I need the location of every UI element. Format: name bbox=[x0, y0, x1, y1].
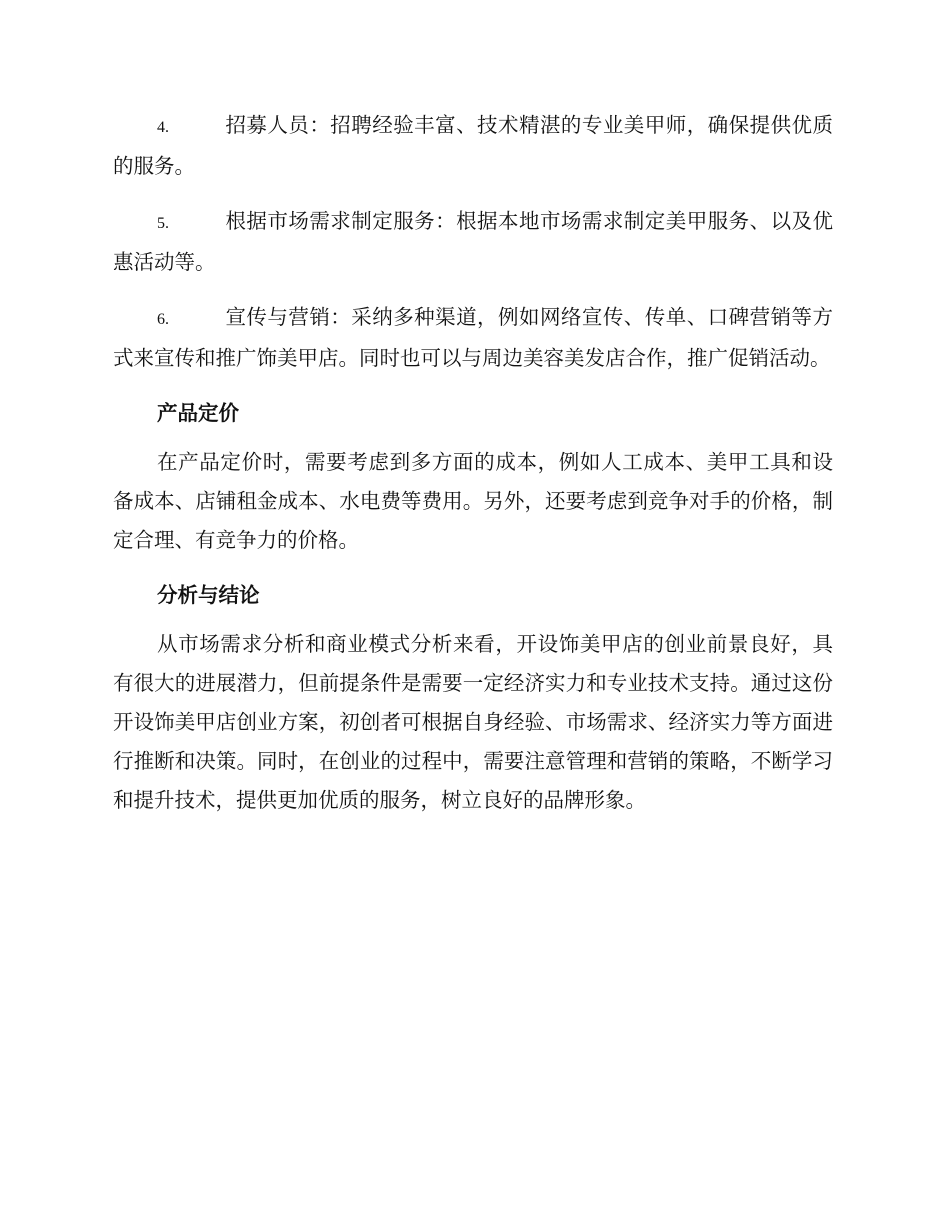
section-heading-conclusion: 分析与结论 bbox=[157, 583, 260, 607]
list-text: 宣传与营销：采纳多种渠道，例如网络宣传、传单、口碑营销等方式来宣传和推广饰美甲店。同时也可以与周边美容美发店合作，推广促销活动。 bbox=[113, 305, 833, 370]
section-heading-pricing: 产品定价 bbox=[157, 401, 239, 425]
list-item-4 bbox=[113, 106, 833, 186]
list-item-5 bbox=[113, 202, 833, 282]
list-number: 6. bbox=[157, 311, 169, 328]
list-number: 5. bbox=[157, 215, 169, 232]
list-number: 4. bbox=[157, 119, 169, 136]
section-body-conclusion: 从市场需求分析和商业模式分析来看，开设饰美甲店的创业前景良好，具有很大的进展潜力，但前提条件是需要一定经济实力和专业技术支持。通过这份开设饰美甲店创业方案，初创者可根据自身经验、市场需求、经济实力等方面进行推断和决策。同时，在创业的过程中，需要注意管理和营销的策略，不断学习和提升技术，提供更加优质的服务，树立良好的品牌形象。 bbox=[113, 632, 833, 812]
document-page bbox=[113, 106, 833, 836]
list-item-6 bbox=[113, 298, 833, 378]
list-text: 根据市场需求制定服务：根据本地市场需求制定美甲服务、以及优惠活动等。 bbox=[113, 209, 833, 274]
list-text: 招募人员：招聘经验丰富、技术精湛的专业美甲师，确保提供优质的服务。 bbox=[113, 113, 833, 178]
section-body-pricing: 在产品定价时，需要考虑到多方面的成本，例如人工成本、美甲工具和设备成本、店铺租金成本、水电费等费用。另外，还要考虑到竞争对手的价格，制定合理、有竞争力的价格。 bbox=[113, 450, 833, 552]
